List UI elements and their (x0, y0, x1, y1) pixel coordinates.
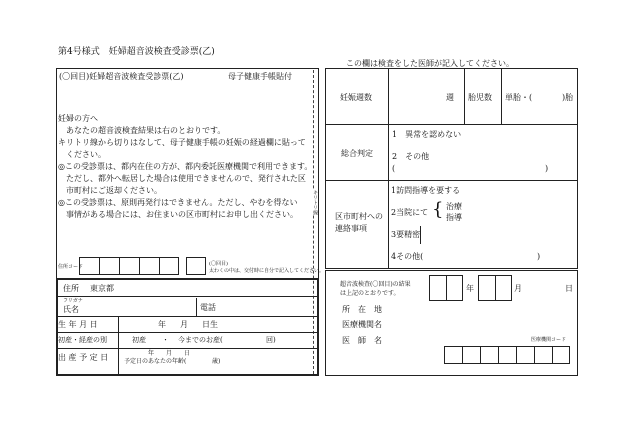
exam-month-divider (495, 275, 496, 301)
parity-dot: ・ (162, 336, 169, 344)
note1-line-1: ◎この受診票は、都内在住の方が、都内委託医療機関で利用できます。 (58, 162, 313, 171)
contact-brace-icon: { (432, 199, 444, 220)
fetus-value[interactable]: 単胎・( (505, 93, 533, 102)
inst-code-divider (534, 346, 535, 364)
exam-text-1: 超音波検査(〇回目)の結果 (340, 281, 411, 288)
address-label: 住所 (63, 284, 79, 293)
fetus-divider (501, 68, 502, 124)
judgment-label: 総合判定 (341, 149, 373, 158)
contact-3-bracket (420, 226, 421, 244)
row-divider (325, 124, 578, 125)
address-code-divider (119, 257, 120, 275)
inst-code-divider (498, 346, 499, 364)
count-label: (〇回目) (209, 261, 228, 267)
address-value[interactable]: 東京都 (90, 284, 114, 293)
exam-day: 日 (565, 284, 573, 293)
weeks-divider (464, 68, 465, 124)
due-age: 予定日のあなたの年齢( (124, 358, 187, 365)
contact-option-1[interactable]: 1訪問指導を要する (391, 186, 461, 195)
exam-text-2: は上記のとおりです。 (340, 290, 400, 297)
doctor-label: 医 師 名 (342, 336, 382, 345)
count-box[interactable] (186, 257, 206, 275)
inst-code-divider (462, 346, 463, 364)
name-label: 氏名 (63, 305, 79, 314)
dob-label: 生 年 月 日 (58, 320, 98, 329)
contact-option-3[interactable]: 3要精密 (391, 230, 421, 239)
dob-day: 日生 (202, 320, 218, 329)
note1-line-3: 市町村にご返却ください。 (66, 186, 162, 195)
addr-label: 所 在 地 (342, 305, 382, 314)
judgment-option-1[interactable]: 1 異常を認めない (392, 130, 462, 139)
note2-line-1: ◎この受診票は、原則再発行はできません。ただし、やむを得ない (58, 198, 298, 207)
fetus-label: 胎児数 (468, 93, 492, 102)
phone-label: 電話 (200, 303, 216, 312)
greeting: 妊婦の方へ (58, 114, 98, 123)
weeks-label: 妊娠週数 (340, 93, 372, 102)
label-column-divider (388, 68, 389, 269)
exam-year: 年 (466, 284, 474, 293)
due-label: 出 産 予 定 日 (58, 353, 109, 362)
address-code-label: 住所コード (58, 264, 84, 270)
contact-option-4-close: ) (537, 252, 541, 261)
form-title: 第4号様式 妊婦超音波検査受診票(乙) (58, 47, 215, 57)
address-code-divider (99, 257, 100, 275)
note2-line-2: 事情がある場合には、お住まいの区市町村にお申し出ください。 (66, 210, 298, 219)
inst-code-label: 医療機関コード (531, 337, 567, 343)
fetus-unit: )胎 (562, 93, 574, 102)
note1-line-2: ただし、都外へ転居した場合は使用できませんので、発行された区 (66, 174, 306, 183)
contact-option-2b[interactable]: 指導 (446, 213, 462, 222)
row-divider (325, 180, 578, 181)
paragraph-line-1: あなたの超音波検査結果は右のとおりです。 (66, 126, 226, 135)
row-divider (56, 316, 319, 317)
parity-first[interactable]: 初産 (132, 336, 146, 344)
inst-label: 医療機関名 (342, 320, 382, 329)
right-note: この欄は検査をした医師が記入してください。 (346, 59, 514, 68)
inst-code-divider (516, 346, 517, 364)
parity-label: 初産・経産の別 (58, 336, 107, 344)
cut-line-label: キリトリ線 (312, 190, 318, 215)
inst-code-divider (552, 346, 553, 364)
contact-option-2[interactable]: 2当院にて (391, 208, 429, 217)
label-column-divider (118, 316, 119, 376)
judgment-option-2[interactable]: 2 その他 (392, 152, 430, 161)
contact-label-1: 区市町村への (335, 212, 383, 221)
judgment-paren-close: ) (545, 164, 549, 173)
paragraph-line-3: ください。 (66, 150, 106, 159)
address-code-boxes[interactable] (79, 257, 179, 275)
furigana-label: フリガナ (63, 298, 83, 304)
count-note: 太わくの中は、交付時に自分で記入してください。 (209, 268, 325, 274)
due-age-unit: 歳) (212, 358, 221, 365)
paragraph-line-2: キリトリ線から切りはなして、母子健康手帳の妊娠の経過欄に貼って (58, 138, 306, 147)
dob-month: 月 (180, 320, 188, 329)
left-header-paste: 母子健康手帳貼付 (228, 72, 292, 81)
weeks-unit: 週 (446, 93, 454, 102)
phone-divider (196, 298, 197, 316)
parity-times: 回) (266, 336, 276, 344)
contact-option-4[interactable]: 4その他( (391, 252, 424, 261)
row-divider (56, 296, 319, 297)
address-code-divider (159, 257, 160, 275)
exam-year-divider (446, 275, 447, 301)
parity-births[interactable]: 今までのお産( (178, 336, 223, 344)
due-ymd: 年 月 日 (148, 350, 191, 357)
left-header-label: (〇回目)妊婦超音波検査受診票(乙) (59, 72, 184, 81)
row-divider (56, 332, 319, 333)
inst-code-divider (480, 346, 481, 364)
contact-option-2a[interactable]: 治療 (446, 202, 462, 211)
row-divider (56, 348, 319, 349)
contact-label-2: 連絡事項 (335, 224, 367, 233)
address-code-divider (139, 257, 140, 275)
judgment-paren-open: ( (392, 164, 396, 173)
exam-month: 月 (514, 284, 522, 293)
dob-year: 年 (158, 320, 166, 329)
